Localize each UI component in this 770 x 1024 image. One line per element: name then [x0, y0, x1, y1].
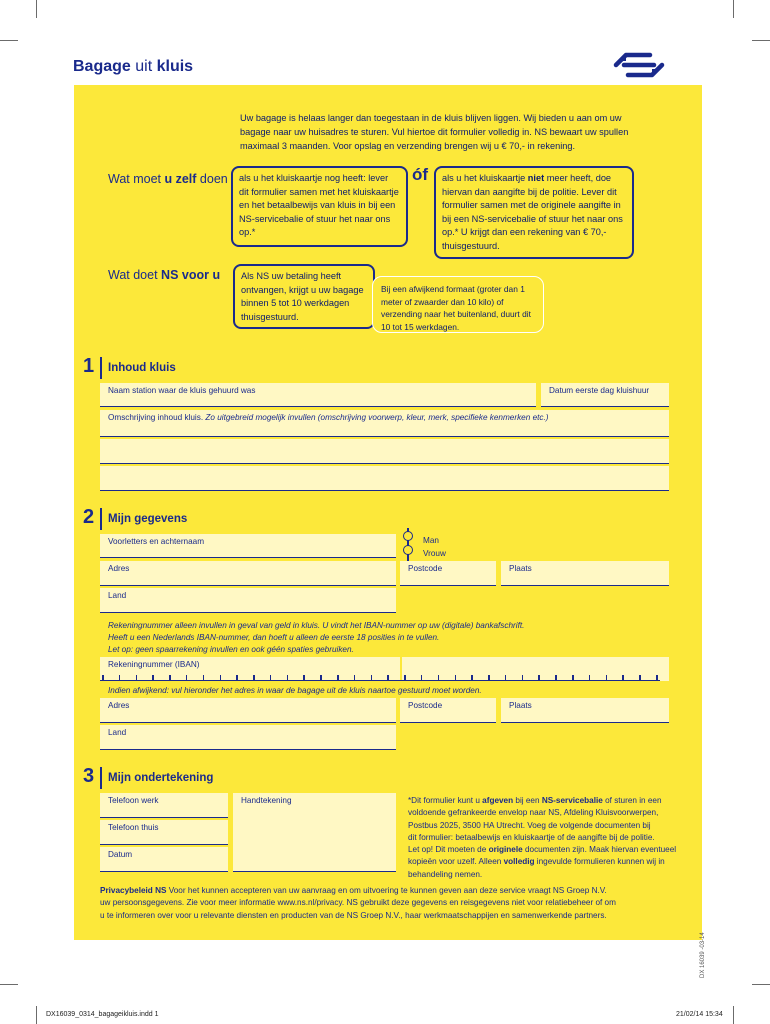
ns-delivery-note: Bij een afwijkend formaat (groter dan 1 meter of zwaarder dan 10 kilo) of verzending naar het buitenland, duurt dit 10 tot 15 werkdagen. [372, 276, 544, 333]
option-with-ticket: als u het kluiskaartje nog heeft: lever dit formulier samen met het kluiskaartje en het betaalbewijs van kluis in bij een NS-servicebalie of stuur het naar ons op.* [231, 166, 408, 247]
crop-mark [752, 984, 770, 985]
ns-logo-icon [610, 50, 668, 80]
iban-tick [152, 675, 154, 681]
iban-tick [438, 675, 440, 681]
rental-date-label: Datum eerste dag kluishuur [549, 386, 650, 395]
country-field[interactable] [100, 588, 396, 613]
address-field[interactable] [100, 561, 396, 586]
alt-address-field[interactable] [100, 698, 396, 723]
iban-tick [119, 675, 121, 681]
page-title: Bagage uit kluis [73, 58, 194, 75]
iban-tick [639, 675, 641, 681]
address-label: Adres [108, 564, 130, 573]
locker-contents-label: Omschrijving inhoud kluis. Zo uitgebreid mogelijk invullen (omschrijving voorwerp, kleur, merk, specifieke kenmerken etc.) [108, 413, 549, 422]
iban-tick [186, 675, 188, 681]
iban-tick [102, 675, 104, 681]
iban-tick [404, 675, 406, 681]
iban-tick [387, 675, 389, 681]
station-name-label: Naam station waar de kluis gehuurd was [108, 386, 256, 395]
signature-label: Handtekening [241, 796, 292, 805]
iban-tick [203, 675, 205, 681]
radio-female[interactable] [403, 545, 413, 555]
iban-tick [555, 675, 557, 681]
iban-tick [354, 675, 356, 681]
postcode-label: Postcode [408, 564, 443, 573]
locker-contents-line-3[interactable] [100, 466, 669, 491]
iban-tick [622, 675, 624, 681]
section-title: Inhoud kluis [108, 362, 176, 374]
phone-work-label: Telefoon werk [108, 796, 159, 805]
crop-mark [752, 40, 770, 41]
section-divider [100, 357, 102, 379]
iban-tick [220, 675, 222, 681]
section-divider [100, 767, 102, 789]
alt-country-field[interactable] [100, 725, 396, 750]
iban-note: Rekeningnummer alleen invullen in geval van geld in kluis. U vindt het IBAN-nummer op uw (digitale) bankafschrift. [108, 621, 525, 630]
section-title: Mijn ondertekening [108, 772, 214, 784]
iban-tick [136, 675, 138, 681]
city-label: Plaats [509, 564, 532, 573]
iban-tick [303, 675, 305, 681]
option-without-ticket: als u het kluiskaartje niet meer heeft, doe hiervan dan aangifte bij de politie. Lever dit formulier samen met de originele aangifte in bij een NS-servicebalie of stuur het naar ons op.* U krijgt dan een rekening van € 70,- thuisgestuurd. [434, 166, 634, 259]
privacy-policy: Privacybeleid NS Voor het kunnen accepteren van uw aanvraag en om uitvoering te kunnen geven aan deze service vraagt NS Groep N.V. uw persoonsgegevens. Zie voor meer informatie www.ns.nl/privacy. NS gebruikt deze gegevens en reisgegevens niet voor relatiebeheer of om u te informeren over voor u relevante diensten en producten van de NS Groep N.V., haar werkmaatschappijen en samenwerkende partners. [100, 886, 616, 920]
what-you-do-label: Wat moet u zelf doen [108, 172, 228, 186]
iban-baseline [100, 680, 660, 681]
crop-mark [36, 1006, 37, 1024]
iban-tick [488, 675, 490, 681]
alt-city-label: Plaats [509, 701, 532, 710]
alt-address-note: Indien afwijkend: vul hieronder het adres in waar de bagage uit de kluis naartoe gestuurd moet worden. [108, 686, 482, 695]
radio-male[interactable] [403, 531, 413, 541]
country-label: Land [108, 591, 127, 600]
crop-mark [36, 0, 37, 18]
iban-note: Heeft u een Nederlands IBAN-nummer, dan hoeft u alleen de eerste 18 posities in te vullen. [108, 633, 440, 642]
section-number: 1 [83, 355, 95, 377]
iban-tick [589, 675, 591, 681]
iban-tick [371, 675, 373, 681]
section-number: 2 [83, 506, 95, 528]
section-divider [100, 508, 102, 530]
iban-note: Let op: geen spaarrekening invullen en ook géén spaties gebruiken. [108, 645, 354, 654]
iban-tick [169, 675, 171, 681]
phone-home-label: Telefoon thuis [108, 823, 159, 832]
crop-mark [0, 40, 18, 41]
iban-tick [320, 675, 322, 681]
crop-mark [733, 1006, 734, 1024]
radio-male-label: Man [423, 536, 439, 545]
crop-mark [0, 984, 18, 985]
alt-country-label: Land [108, 728, 127, 737]
iban-tick [337, 675, 339, 681]
iban-tick [572, 675, 574, 681]
radio-female-label: Vrouw [423, 549, 446, 558]
what-ns-does-label: Wat doet NS voor u [108, 268, 221, 282]
or-label: óf [412, 165, 429, 184]
iban-tick [421, 675, 423, 681]
iban-tick [522, 675, 524, 681]
crop-mark [733, 0, 734, 18]
iban-label: Rekeningnummer (IBAN) [108, 660, 200, 669]
iban-tick [270, 675, 272, 681]
ns-delivery-text: Als NS uw betaling heeft ontvangen, krijgt u uw bagage binnen 5 tot 10 werkdagen thuisgestuurd. [233, 264, 375, 329]
iban-tick [656, 675, 658, 681]
submission-note: *Dit formulier kunt u afgeven bij een NS-servicebalie of sturen in een voldoende gefrankeerde envelop naar NS, Afdeling Kluisvoorwerpen, Postbus 2025, 3500 HA Utrecht. Voeg de volgende documenten bij dit formulier: betaalbewijs en kluiskaartje of de aangifte bij de politie. Let op! Dit moeten de originele documenten zijn. Maak hiervan eventueel kopieën voor uzelf. Alleen volledig ingevulde formulieren kunnen wij in behandeling nemen. [408, 796, 677, 879]
iban-tick [538, 675, 540, 681]
iban-tick [287, 675, 289, 681]
intro-text: Uw bagage is helaas langer dan toegestaan in de kluis blijven liggen. Wij bieden u aan om uw bagage naar uw huisadres te sturen. Vul hiertoe dit formulier volledig in. NS bewaart uw spullen maximaal 3 maanden. Voor opslag en verzending brengen wij u € 70,- in rekening. [240, 113, 629, 151]
name-label: Voorletters en achternaam [108, 537, 205, 546]
alt-address-label: Adres [108, 701, 130, 710]
date-label: Datum [108, 850, 133, 859]
section-number: 3 [83, 765, 95, 787]
iban-tick [236, 675, 238, 681]
iban-tick [606, 675, 608, 681]
document-code: DX 16039 -03-14 [700, 932, 706, 978]
footer-filename: DX16039_0314_bagageikluis.indd 1 [46, 1011, 159, 1018]
iban-tick [253, 675, 255, 681]
iban-tick [471, 675, 473, 681]
iban-field-gap [400, 657, 402, 681]
alt-postcode-label: Postcode [408, 701, 443, 710]
footer-timestamp: 21/02/14 15:34 [676, 1011, 723, 1018]
iban-tick [505, 675, 507, 681]
locker-contents-line-2[interactable] [100, 439, 669, 464]
iban-tick [455, 675, 457, 681]
section-title: Mijn gegevens [108, 513, 188, 525]
